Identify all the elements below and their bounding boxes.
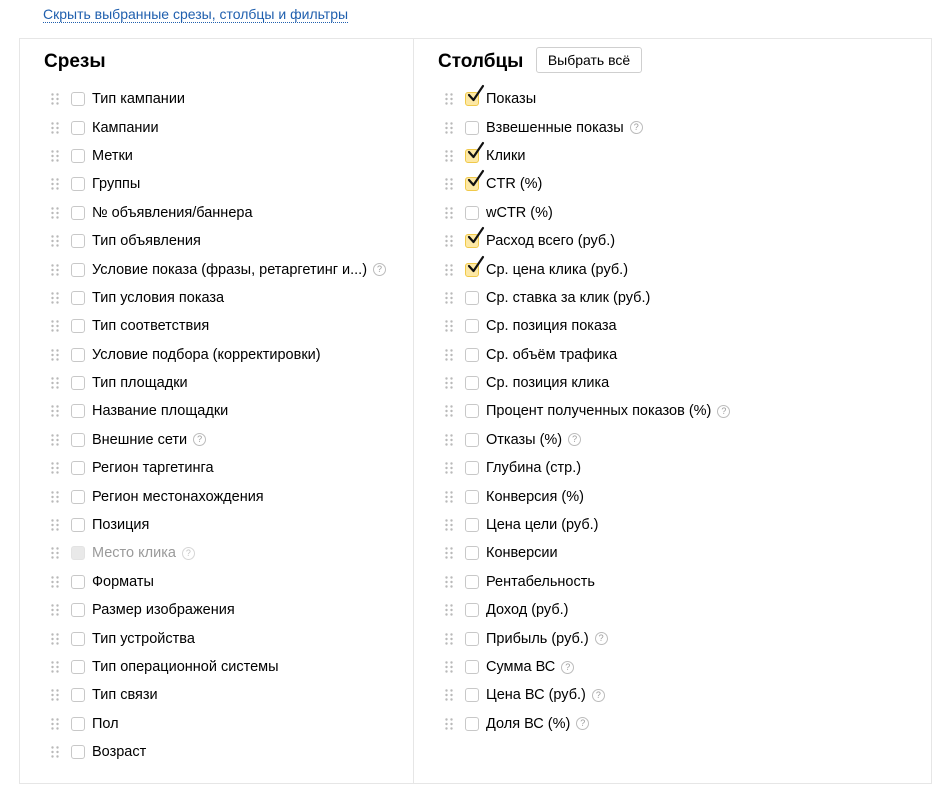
column-option[interactable] xyxy=(445,454,730,482)
drag-handle-icon[interactable] xyxy=(445,207,453,219)
drag-handle-icon[interactable] xyxy=(445,633,453,645)
drag-handle-icon[interactable] xyxy=(51,349,59,361)
column-option[interactable] xyxy=(445,113,730,141)
slice-label: Форматы xyxy=(92,573,154,590)
slice-label: Пол xyxy=(92,715,119,732)
drag-handle-icon[interactable] xyxy=(445,150,453,162)
column-option[interactable] xyxy=(445,199,730,227)
column-label: Расход всего (руб.) xyxy=(486,233,616,250)
slice-option[interactable] xyxy=(51,738,386,766)
column-checkbox[interactable] xyxy=(465,433,479,447)
column-option[interactable] xyxy=(445,284,730,312)
help-icon[interactable]: ? xyxy=(568,433,581,446)
column-option[interactable] xyxy=(445,568,730,596)
column-checkbox[interactable] xyxy=(465,234,479,248)
column-label: CTR (%) xyxy=(486,176,543,193)
slice-checkbox[interactable] xyxy=(71,745,85,759)
column-label: Клики xyxy=(486,147,526,164)
drag-handle-icon[interactable] xyxy=(445,604,453,616)
drag-handle-icon[interactable] xyxy=(51,519,59,531)
column-checkbox[interactable] xyxy=(465,490,479,504)
drag-handle-icon[interactable] xyxy=(445,264,453,276)
slice-label: Тип связи xyxy=(92,687,158,704)
column-checkbox[interactable] xyxy=(465,348,479,362)
slice-label: Тип объявления xyxy=(92,233,201,250)
slice-checkbox[interactable] xyxy=(71,433,85,447)
help-icon[interactable]: ? xyxy=(193,433,206,446)
column-option[interactable] xyxy=(445,681,730,709)
column-checkbox[interactable] xyxy=(465,121,479,135)
drag-handle-icon[interactable] xyxy=(51,661,59,673)
column-option[interactable] xyxy=(445,227,730,255)
drag-handle-icon[interactable] xyxy=(445,576,453,588)
column-label: Рентабельность xyxy=(486,573,595,590)
slice-option[interactable] xyxy=(51,142,386,170)
slice-option[interactable] xyxy=(51,624,386,652)
column-checkbox[interactable] xyxy=(465,632,479,646)
drag-handle-icon[interactable] xyxy=(51,718,59,730)
slice-checkbox[interactable] xyxy=(71,206,85,220)
drag-handle-icon[interactable] xyxy=(445,405,453,417)
column-label: Процент полученных показов (%) xyxy=(486,403,712,420)
drag-handle-icon[interactable] xyxy=(51,405,59,417)
slice-label: Тип кампании xyxy=(92,91,186,108)
slice-label: Позиция xyxy=(92,517,150,534)
slice-label: Внешние сети xyxy=(92,431,188,448)
column-checkbox[interactable] xyxy=(465,376,479,390)
slice-checkbox[interactable] xyxy=(71,121,85,135)
slice-checkbox[interactable] xyxy=(71,263,85,277)
drag-handle-icon[interactable] xyxy=(51,207,59,219)
drag-handle-icon[interactable] xyxy=(51,377,59,389)
drag-handle-icon[interactable] xyxy=(445,462,453,474)
column-option[interactable] xyxy=(445,341,730,369)
drag-handle-icon[interactable] xyxy=(51,633,59,645)
column-option[interactable] xyxy=(445,170,730,198)
slice-label: Группы xyxy=(92,176,141,193)
slice-label: Кампании xyxy=(92,119,159,136)
drag-handle-icon[interactable] xyxy=(51,264,59,276)
column-option[interactable] xyxy=(445,85,730,113)
column-checkbox[interactable] xyxy=(465,319,479,333)
slice-checkbox[interactable] xyxy=(71,177,85,191)
slice-label: Место клика xyxy=(92,545,176,562)
slice-option[interactable] xyxy=(51,568,386,596)
slice-label: Тип операционной системы xyxy=(92,659,279,675)
slice-label: Тип условия показа xyxy=(92,289,225,306)
column-option[interactable] xyxy=(445,596,730,624)
column-checkbox[interactable] xyxy=(465,660,479,674)
column-option[interactable] xyxy=(445,312,730,340)
drag-handle-icon[interactable] xyxy=(445,491,453,503)
slice-option[interactable] xyxy=(51,170,386,198)
column-label: Ср. цена клика (руб.) xyxy=(486,261,629,278)
drag-handle-icon[interactable] xyxy=(51,235,59,247)
column-checkbox[interactable] xyxy=(465,603,479,617)
column-option[interactable] xyxy=(445,624,730,652)
help-icon[interactable]: ? xyxy=(576,717,589,730)
slice-checkbox[interactable] xyxy=(71,575,85,589)
column-checkbox[interactable] xyxy=(465,263,479,277)
drag-handle-icon[interactable] xyxy=(51,178,59,190)
slice-label: Тип площадки xyxy=(92,375,188,392)
column-label: Отказы (%) xyxy=(486,431,563,448)
slice-label: Регион местонахождения xyxy=(92,488,264,505)
column-label: Взвешенные показы xyxy=(486,119,624,136)
slice-option[interactable] xyxy=(51,511,386,539)
column-label: Конверсии xyxy=(486,545,558,562)
select-all-button[interactable]: Выбрать всё xyxy=(536,47,642,73)
drag-handle-icon[interactable] xyxy=(51,292,59,304)
drag-handle-icon[interactable] xyxy=(445,434,453,446)
slice-option[interactable] xyxy=(51,85,386,113)
column-option[interactable] xyxy=(445,397,730,425)
column-label: Ср. позиция клика xyxy=(486,375,610,392)
slice-label: Метки xyxy=(92,147,133,164)
slice-option[interactable] xyxy=(51,199,386,227)
slice-checkbox[interactable] xyxy=(71,518,85,532)
slices-title: Срезы xyxy=(44,51,106,72)
drag-handle-icon[interactable] xyxy=(51,150,59,162)
help-icon[interactable]: ? xyxy=(182,547,195,560)
slice-option[interactable] xyxy=(51,227,386,255)
help-icon[interactable]: ? xyxy=(592,689,605,702)
column-label: Ср. позиция показа xyxy=(486,318,617,335)
drag-handle-icon[interactable] xyxy=(445,93,453,105)
slice-option[interactable] xyxy=(51,284,386,312)
drag-handle-icon[interactable] xyxy=(445,547,453,559)
column-checkbox[interactable] xyxy=(465,404,479,418)
slice-option[interactable] xyxy=(51,255,386,283)
column-checkbox[interactable] xyxy=(465,461,479,475)
column-checkbox[interactable] xyxy=(465,575,479,589)
drag-handle-icon[interactable] xyxy=(445,178,453,190)
column-label: wCTR (%) xyxy=(486,204,553,221)
drag-handle-icon[interactable] xyxy=(51,491,59,503)
column-label: Ср. объём трафика xyxy=(486,346,618,363)
slice-checkbox[interactable] xyxy=(71,291,85,305)
column-label: Показы xyxy=(486,91,537,108)
slice-label: Тип устройства xyxy=(92,630,195,647)
slice-checkbox[interactable] xyxy=(71,319,85,333)
drag-handle-icon[interactable] xyxy=(445,377,453,389)
column-option[interactable] xyxy=(445,653,730,681)
drag-handle-icon[interactable] xyxy=(51,462,59,474)
column-checkbox[interactable] xyxy=(465,92,479,106)
drag-handle-icon[interactable] xyxy=(445,122,453,134)
column-label: Ср. ставка за клик (руб.) xyxy=(486,289,651,306)
slice-label: Тип соответствия xyxy=(92,318,210,335)
drag-handle-icon[interactable] xyxy=(51,604,59,616)
drag-handle-icon[interactable] xyxy=(445,349,453,361)
help-icon[interactable]: ? xyxy=(595,632,608,645)
column-option[interactable] xyxy=(445,369,730,397)
slice-option[interactable] xyxy=(51,312,386,340)
column-option[interactable] xyxy=(445,511,730,539)
drag-handle-icon[interactable] xyxy=(445,689,453,701)
column-checkbox[interactable] xyxy=(465,688,479,702)
drag-handle-icon[interactable] xyxy=(51,576,59,588)
slices-list xyxy=(51,85,386,766)
slice-option[interactable] xyxy=(51,596,386,624)
column-label: Глубина (стр.) xyxy=(486,460,582,477)
slice-label: Размер изображения xyxy=(92,602,235,619)
slice-checkbox[interactable] xyxy=(71,149,85,163)
column-checkbox[interactable] xyxy=(465,149,479,163)
slice-option[interactable] xyxy=(51,113,386,141)
drag-handle-icon[interactable] xyxy=(51,122,59,134)
drag-handle-icon[interactable] xyxy=(445,519,453,531)
slice-label: № объявления/баннера xyxy=(92,204,253,221)
drag-handle-icon[interactable] xyxy=(445,292,453,304)
slice-option[interactable] xyxy=(51,341,386,369)
slice-label: Название площадки xyxy=(92,403,229,420)
column-option[interactable] xyxy=(445,539,730,567)
drag-handle-icon[interactable] xyxy=(445,718,453,730)
columns-list xyxy=(445,85,730,738)
column-label: Доля ВС (%) xyxy=(486,715,571,732)
column-label: Доход (руб.) xyxy=(486,602,569,619)
slice-option[interactable] xyxy=(51,369,386,397)
slice-label: Регион таргетинга xyxy=(92,460,214,477)
columns-title: Столбцы xyxy=(438,51,524,72)
slice-checkbox[interactable] xyxy=(71,603,85,617)
slice-option[interactable] xyxy=(51,397,386,425)
slice-checkbox[interactable] xyxy=(71,348,85,362)
drag-handle-icon[interactable] xyxy=(445,235,453,247)
slice-checkbox[interactable] xyxy=(71,660,85,674)
slice-checkbox[interactable] xyxy=(71,404,85,418)
slice-label: Возраст xyxy=(92,744,147,761)
slice-checkbox[interactable] xyxy=(71,717,85,731)
column-label: Прибыль (руб.) xyxy=(486,630,589,647)
help-icon[interactable]: ? xyxy=(717,405,730,418)
slice-checkbox xyxy=(71,546,85,560)
drag-handle-icon[interactable] xyxy=(51,547,59,559)
slice-label: Условие показа (фразы, ретаргетинг и...) xyxy=(92,261,368,278)
slice-checkbox[interactable] xyxy=(71,92,85,106)
help-icon[interactable]: ? xyxy=(630,121,643,134)
column-option[interactable] xyxy=(445,142,730,170)
column-checkbox[interactable] xyxy=(465,206,479,220)
column-option[interactable] xyxy=(445,710,730,738)
column-divider xyxy=(413,39,414,783)
drag-handle-icon[interactable] xyxy=(445,661,453,673)
slice-checkbox[interactable] xyxy=(71,632,85,646)
slice-option[interactable] xyxy=(51,681,386,709)
column-option[interactable] xyxy=(445,426,730,454)
column-label: Цена ВС (руб.) xyxy=(486,687,586,704)
drag-handle-icon[interactable] xyxy=(51,93,59,105)
drag-handle-icon[interactable] xyxy=(51,320,59,332)
column-option[interactable] xyxy=(445,255,730,283)
column-checkbox[interactable] xyxy=(465,518,479,532)
column-label: Конверсия (%) xyxy=(486,488,584,505)
drag-handle-icon[interactable] xyxy=(445,320,453,332)
slice-checkbox[interactable] xyxy=(71,688,85,702)
slice-option[interactable] xyxy=(51,539,386,567)
drag-handle-icon[interactable] xyxy=(51,746,59,758)
slice-option[interactable] xyxy=(51,710,386,738)
drag-handle-icon[interactable] xyxy=(51,434,59,446)
slice-label: Условие подбора (корректировки) xyxy=(92,346,321,363)
slice-checkbox[interactable] xyxy=(71,376,85,390)
slice-option[interactable] xyxy=(51,482,386,510)
slice-checkbox[interactable] xyxy=(71,234,85,248)
help-icon[interactable]: ? xyxy=(561,661,574,674)
drag-handle-icon[interactable] xyxy=(51,689,59,701)
slice-option[interactable] xyxy=(51,426,386,454)
slice-checkbox[interactable] xyxy=(71,490,85,504)
hide-selected-link[interactable]: Скрыть выбранные срезы, столбцы и фильтры xyxy=(43,6,349,22)
slice-option[interactable] xyxy=(51,454,386,482)
column-label: Сумма ВС xyxy=(486,659,556,675)
column-checkbox[interactable] xyxy=(465,546,479,560)
column-checkbox[interactable] xyxy=(465,717,479,731)
column-checkbox[interactable] xyxy=(465,291,479,305)
slice-option[interactable] xyxy=(51,653,386,681)
column-option[interactable] xyxy=(445,482,730,510)
column-checkbox[interactable] xyxy=(465,177,479,191)
slice-checkbox[interactable] xyxy=(71,461,85,475)
help-icon[interactable]: ? xyxy=(373,263,386,276)
column-label: Цена цели (руб.) xyxy=(486,517,599,534)
